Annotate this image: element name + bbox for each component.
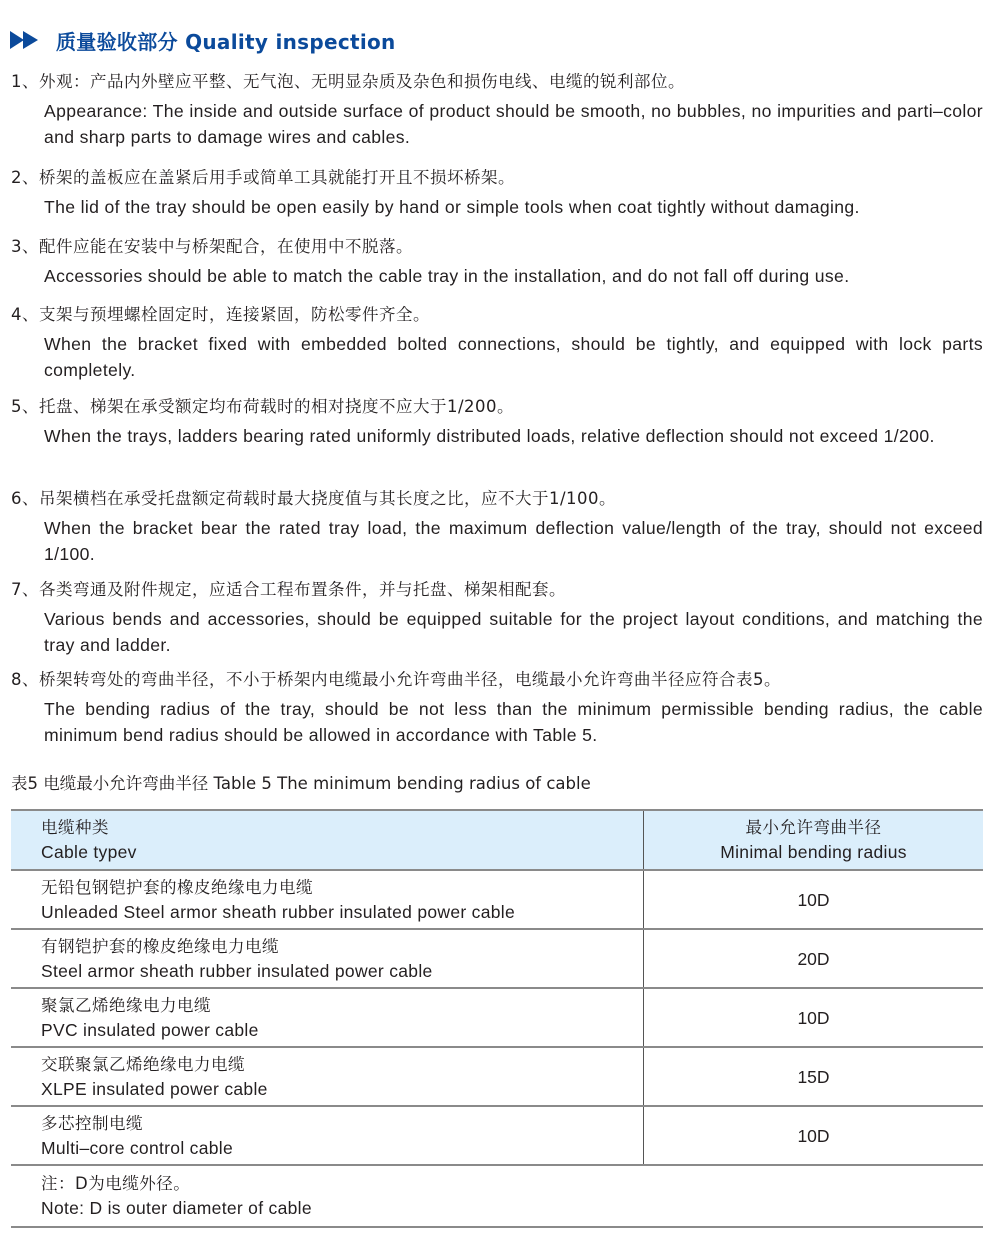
table-row <box>11 988 983 1047</box>
radius-cell: 15D <box>797 1066 830 1087</box>
requirement-en: When the trays, ladders bearing rated uniformly distributed loads, relative deflection should not exceed 1/200. <box>44 426 935 446</box>
requirement-item-5 <box>11 397 983 449</box>
cable-type-zh: 交联聚氯乙烯绝缘电力电缆 <box>41 1054 245 1074</box>
cable-type-zh: 有钢铠护套的橡皮绝缘电力电缆 <box>41 936 279 956</box>
column-header-cable-type <box>11 810 644 870</box>
requirement-item-3 <box>11 237 983 289</box>
requirement-en: The lid of the tray should be open easily by hand or simple tools when coat tightly without damaging. <box>44 197 860 217</box>
table-caption: 表5 电缆最小允许弯曲半径 Table 5 The minimum bending radius of cable <box>11 774 591 793</box>
bending-radius-table <box>11 809 983 1228</box>
table-header-row <box>11 810 983 870</box>
section-title: 质量验收部分 Quality inspection <box>56 29 396 54</box>
column-header-zh: 电缆种类 <box>41 818 109 837</box>
note-en: Note: D is outer diameter of cable <box>41 1198 312 1218</box>
requirement-zh: 1、外观：产品内外壁应平整、无气泡、无明显杂质及杂色和损伤电线、电缆的锐利部位。 <box>11 72 685 91</box>
table-row <box>11 1106 983 1165</box>
requirement-item-6 <box>11 489 983 567</box>
requirement-zh: 2、桥架的盖板应在盖紧后用手或简单工具就能打开且不损坏桥架。 <box>11 168 515 187</box>
double-arrow-right-icon <box>10 30 40 50</box>
requirement-zh: 5、托盘、梯架在承受额定均布荷载时的相对挠度不应大于1/200。 <box>11 397 515 416</box>
cable-type-zh: 聚氯乙烯绝缘电力电缆 <box>41 995 211 1015</box>
requirement-zh: 8、桥架转弯处的弯曲半径，不小于桥架内电缆最小允许弯曲半径，电缆最小允许弯曲半径应符合表5。 <box>11 670 781 689</box>
requirement-zh: 6、吊架横档在承受托盘额定荷载时最大挠度值与其长度之比，应不大于1/100。 <box>11 489 617 508</box>
section-header <box>10 26 396 54</box>
cable-type-cell <box>11 1047 644 1106</box>
cable-type-en: Unleaded Steel armor sheath rubber insulated power cable <box>41 901 516 922</box>
requirement-item-4 <box>11 305 983 383</box>
cable-type-en: Steel armor sheath rubber insulated power cable <box>41 960 433 981</box>
cable-type-cell <box>11 929 644 988</box>
requirement-item-1 <box>11 72 983 150</box>
column-header-radius <box>644 810 984 870</box>
cable-type-en: XLPE insulated power cable <box>41 1078 268 1099</box>
requirement-en: When the bracket fixed with embedded bolted connections, should be tightly, and equipped with lock parts completely. <box>44 334 983 380</box>
column-header-en: Cable typev <box>41 842 137 862</box>
column-header-zh: 最小允许弯曲半径 <box>745 818 882 837</box>
cable-type-zh: 多芯控制电缆 <box>41 1113 143 1133</box>
requirement-en: When the bracket bear the rated tray load, the maximum deflection value/length of the tray, should not exceed 1/100. <box>44 518 983 564</box>
requirement-item-7 <box>11 580 983 658</box>
requirement-zh: 7、各类弯通及附件规定，应适合工程布置条件，并与托盘、梯架相配套。 <box>11 580 566 599</box>
cable-type-cell <box>11 988 644 1047</box>
note-zh: 注：D为电缆外径。 <box>41 1174 191 1193</box>
cable-type-cell <box>11 1106 644 1165</box>
radius-cell: 10D <box>797 889 830 910</box>
requirement-en: Appearance: The inside and outside surface of product should be smooth, no bubbles, no impurities and parti–color and sharp parts to damage wires and cables. <box>44 101 983 147</box>
requirement-en: Accessories should be able to match the cable tray in the installation, and do not fall off during use. <box>44 266 850 286</box>
table-row <box>11 1047 983 1106</box>
column-header-en: Minimal bending radius <box>720 842 907 862</box>
radius-cell: 10D <box>797 1125 830 1146</box>
requirement-zh: 3、配件应能在安装中与桥架配合，在使用中不脱落。 <box>11 237 413 256</box>
table-row <box>11 870 983 929</box>
requirement-item-8 <box>11 670 983 748</box>
radius-cell: 10D <box>797 1007 830 1028</box>
cable-type-en: PVC insulated power cable <box>41 1019 259 1040</box>
table-row <box>11 929 983 988</box>
cable-type-zh: 无铅包钢铠护套的橡皮绝缘电力电缆 <box>41 877 313 897</box>
cable-type-en: Multi–core control cable <box>41 1137 234 1158</box>
table-note-row <box>11 1165 983 1227</box>
requirement-en: Various bends and accessories, should be equipped suitable for the project layout conditions, and matching the tray and ladder. <box>44 609 983 655</box>
radius-cell: 20D <box>797 948 830 969</box>
table-note <box>11 1165 983 1227</box>
requirement-zh: 4、支架与预埋螺栓固定时，连接紧固，防松零件齐全。 <box>11 305 430 324</box>
requirement-item-2 <box>11 168 983 220</box>
requirement-en: The bending radius of the tray, should be not less than the minimum permissible bending radius, the cable minimum bend radius should be allowed in accordance with Table 5. <box>44 699 983 745</box>
cable-type-cell <box>11 870 644 929</box>
